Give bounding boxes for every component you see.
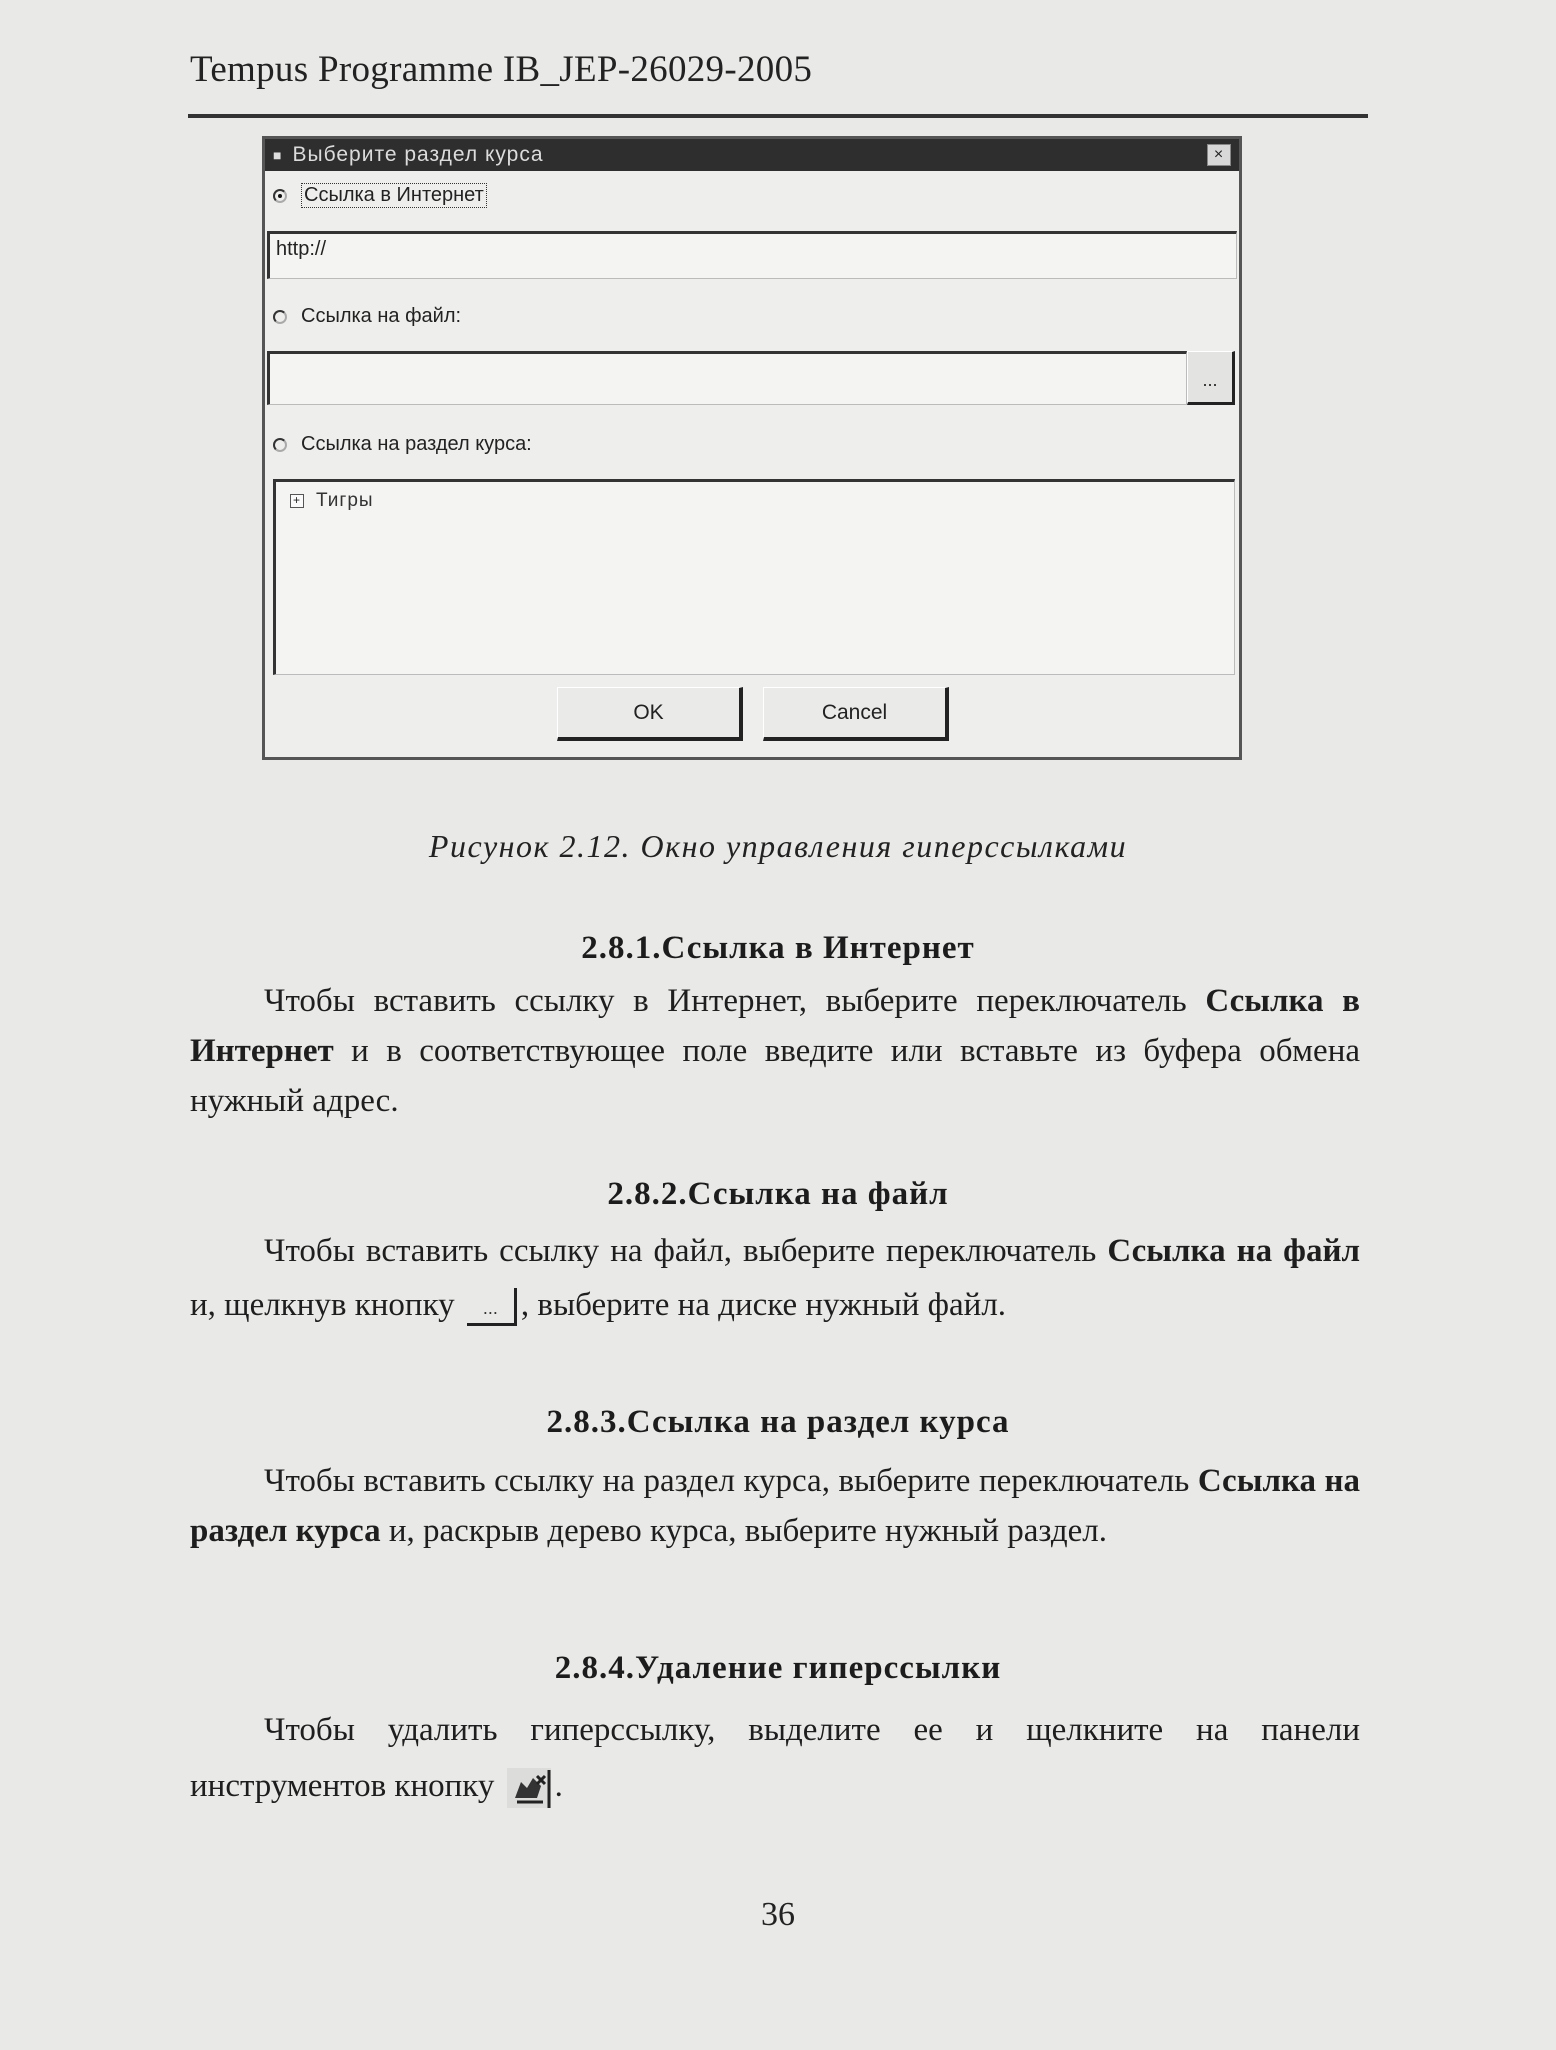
tree-item-label: Тигры bbox=[316, 490, 374, 511]
file-path-input[interactable] bbox=[267, 351, 1187, 405]
course-tree[interactable] bbox=[273, 479, 1235, 675]
paragraph-text: и, щелкнув кнопку bbox=[190, 1287, 455, 1323]
hyperlink-dialog bbox=[262, 136, 1242, 760]
browse-button[interactable]: ... bbox=[1187, 351, 1235, 405]
window-icon: ■ bbox=[273, 147, 283, 163]
page-number: 36 bbox=[761, 1896, 795, 1933]
paragraph-delete-link bbox=[190, 1702, 1360, 1814]
bold-term: Ссылка на раздел курса bbox=[190, 1463, 1361, 1549]
section-heading-delete-link: 2.8.4.Удаление гиперссылки bbox=[554, 1650, 1002, 1686]
section-heading-course-section: 2.8.3.Ссылка на раздел курса bbox=[546, 1404, 1010, 1440]
paragraph-file bbox=[190, 1224, 1360, 1332]
radio-internet-indicator[interactable] bbox=[273, 189, 287, 203]
expand-icon[interactable]: + bbox=[290, 494, 304, 508]
paragraph-text: и в соответствующее поле введите или вставьте из буфера обмена нужный адрес. bbox=[190, 1033, 1360, 1119]
header-rule bbox=[188, 114, 1368, 118]
dialog-title: Выберите раздел курса bbox=[292, 143, 544, 166]
remove-link-icon bbox=[507, 1768, 551, 1808]
radio-internet-label: Ссылка в Интернет bbox=[301, 183, 487, 208]
url-input[interactable]: http:// bbox=[267, 231, 1237, 279]
radio-section[interactable] bbox=[273, 433, 532, 456]
browse-button-image: ... bbox=[467, 1288, 517, 1326]
tree-item[interactable] bbox=[290, 490, 374, 512]
close-button[interactable]: × bbox=[1207, 144, 1231, 166]
radio-file-label: Ссылка на файл: bbox=[301, 305, 462, 327]
section-heading-file: 2.8.2.Ссылка на файл bbox=[607, 1176, 949, 1212]
paragraph-text: , выберите на диске нужный файл. bbox=[520, 1287, 1007, 1323]
dialog-titlebar bbox=[265, 139, 1239, 171]
radio-file[interactable] bbox=[273, 305, 461, 328]
ok-button[interactable]: OK bbox=[557, 687, 743, 741]
section-heading-internet: 2.8.1.Ссылка в Интернет bbox=[581, 930, 975, 966]
figure-caption: Рисунок 2.12. Окно управления гиперссылками bbox=[428, 828, 1128, 864]
cancel-button[interactable]: Cancel bbox=[763, 687, 949, 741]
radio-section-indicator[interactable] bbox=[273, 438, 287, 452]
bold-term: Ссылка на файл bbox=[1107, 1233, 1361, 1269]
paragraph-text: Чтобы вставить ссылку в Интернет, выберите переключатель bbox=[264, 983, 1187, 1019]
paragraph-course-section bbox=[190, 1456, 1360, 1556]
paragraph-text: Чтобы вставить ссылку на раздел курса, выберите переключатель bbox=[264, 1463, 1190, 1499]
paragraph-internet bbox=[190, 976, 1360, 1126]
radio-section-label: Ссылка на раздел курса: bbox=[301, 433, 532, 455]
radio-internet[interactable] bbox=[273, 183, 487, 208]
paragraph-text: Чтобы удалить гиперссылку, выделите ее и щелкните на панели инструментов кнопку bbox=[190, 1712, 1360, 1804]
running-header: Tempus Programme IB_JEP-26029-2005 bbox=[190, 49, 813, 90]
bold-term: Ссылка в Интернет bbox=[190, 983, 1361, 1069]
paragraph-text: . bbox=[554, 1768, 563, 1804]
paragraph-text: и, раскрыв дерево курса, выберите нужный раздел. bbox=[380, 1513, 1108, 1549]
paragraph-text: Чтобы вставить ссылку на файл, выберите переключатель bbox=[264, 1233, 1097, 1269]
radio-file-indicator[interactable] bbox=[273, 310, 287, 324]
